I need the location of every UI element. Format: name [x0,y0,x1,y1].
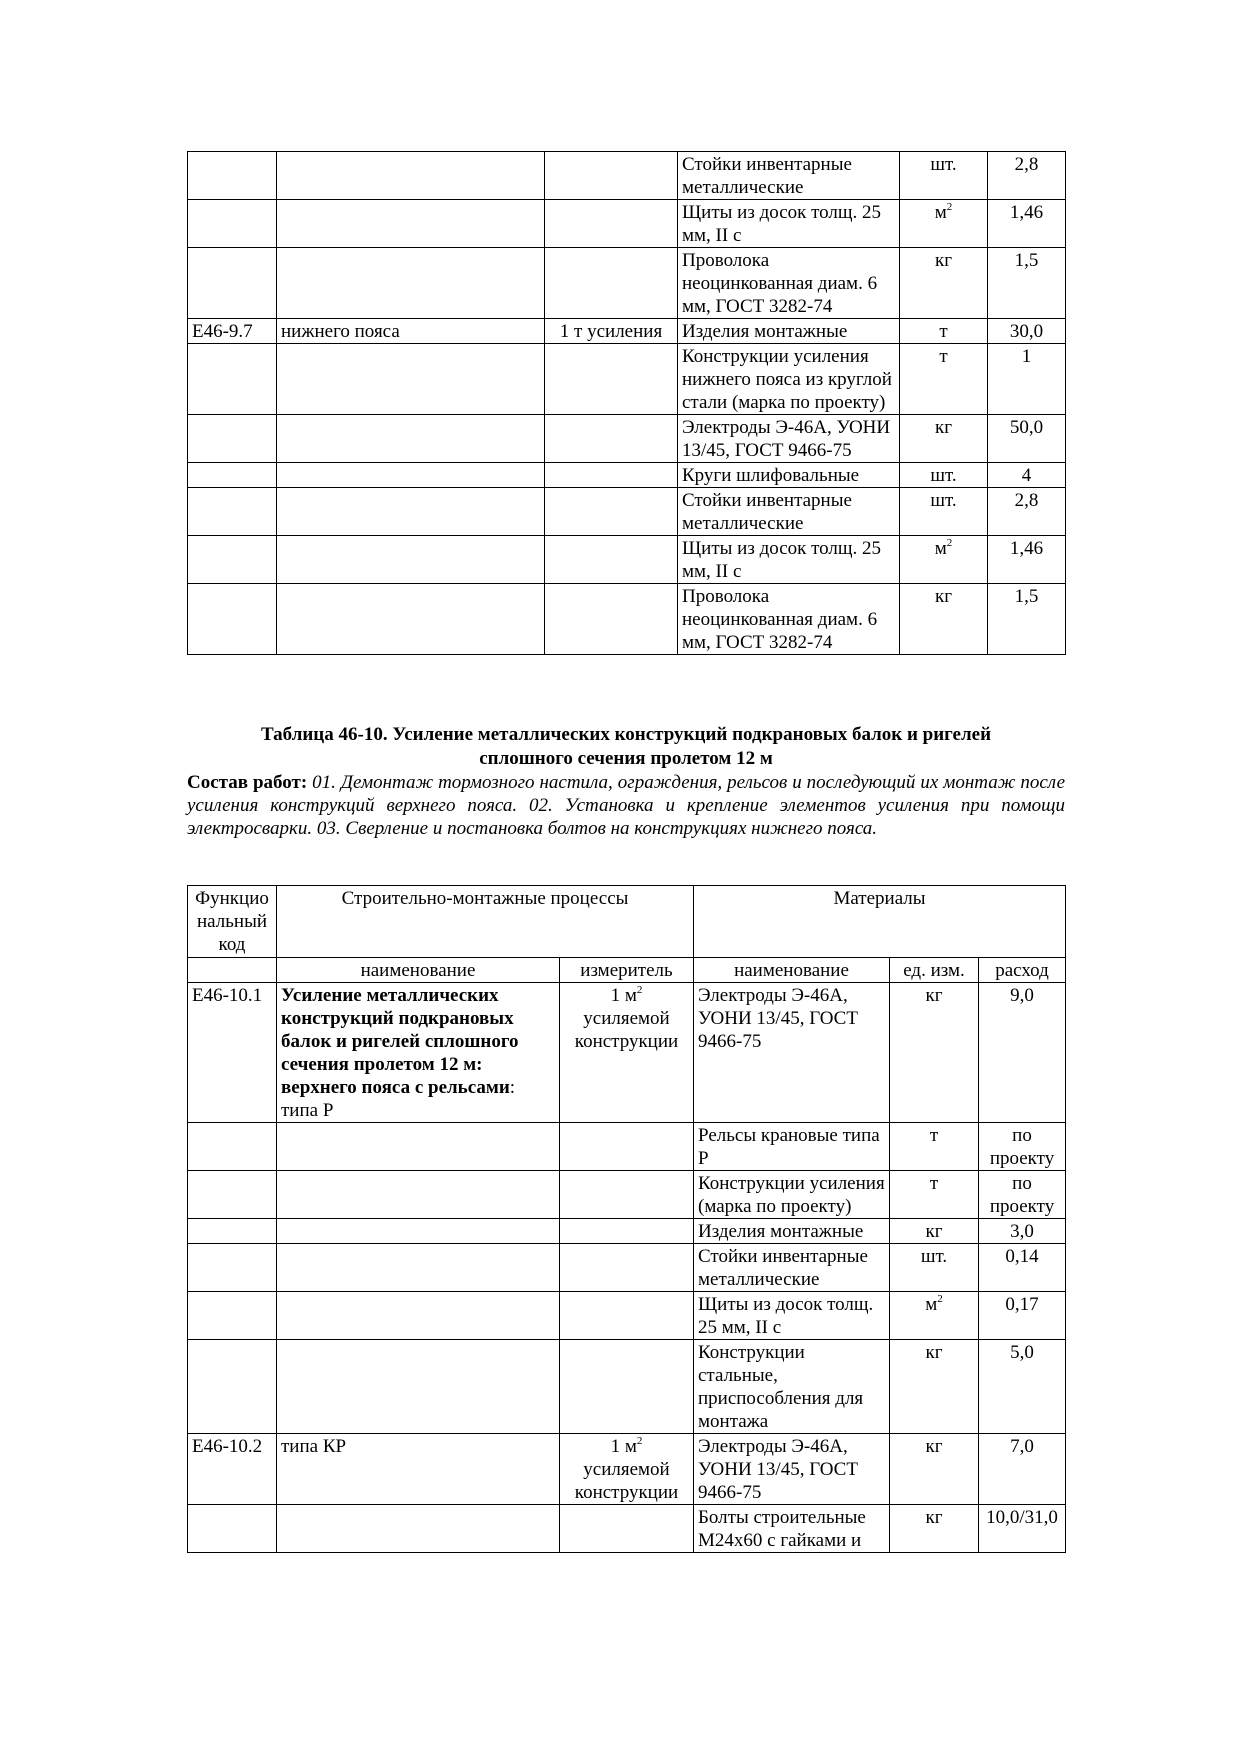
row-unit [890,1171,979,1219]
row-code [188,1340,277,1434]
row-name: типа КР [277,1434,560,1505]
unit-text: т [929,1173,939,1194]
row-measure [545,152,678,200]
header-material-name: наименование [694,958,890,983]
row-material: Стойки инвентарные металлические [678,152,900,200]
row-name [277,1219,560,1244]
row-amount: 2,8 [988,488,1066,536]
row-amount: 1,5 [988,248,1066,319]
table-row [188,1123,1066,1171]
row-unit [900,248,988,319]
row-code: Е46-10.2 [188,1434,277,1505]
table-row [188,1219,1066,1244]
composition-label: Состав работ: [187,772,308,793]
composition-text: 01. Демонтаж тормозного настила, ограждения, рельсов и последующий их монтаж после усиления конструкций верхнего пояса. 02. Установка и крепление элементов усиления при помощи электросварки. 03. Сверление и постановка болтов на конструкциях нижнего пояса. [187,772,1065,839]
row-amount: 9,0 [979,983,1066,1123]
row-code [188,536,277,584]
row-measure [560,1219,694,1244]
row-measure [545,200,678,248]
row-material: Электроды Э-46А, УОНИ 13/45, ГОСТ 9466-75 [694,1434,890,1505]
measure-sup: 2 [636,984,643,996]
unit-text: м [934,538,947,559]
row-code: Е46-10.1 [188,983,277,1123]
unit-sup: 2 [937,1293,943,1305]
row-unit: кг [890,983,979,1123]
row-code [188,248,277,319]
materials-table-continued [187,151,1066,655]
measure-sup: 2 [636,1435,643,1447]
table-row [188,152,1066,200]
row-unit: кг [890,1505,979,1553]
measure-text: усиляемой конструкции [574,1459,679,1503]
row-measure [560,1171,694,1219]
table-row [188,1171,1066,1219]
row-measure [545,488,678,536]
row-material: Щиты из досок толщ. 25 мм, II с [678,200,900,248]
header-row-1 [188,886,1066,958]
row-material: Стойки инвентарные металлические [678,488,900,536]
unit-text: т [939,346,948,367]
unit-text: кг [925,1342,943,1363]
unit-text: шт. [930,154,957,175]
row-name [277,200,545,248]
row-name [277,463,545,488]
row-material: Изделия монтажные [694,1219,890,1244]
row-amount: 1,46 [988,536,1066,584]
row-name [277,1505,560,1553]
row-unit [900,200,988,248]
row-name [277,344,545,415]
row-amount: 3,0 [979,1219,1066,1244]
unit-text: кг [934,586,953,607]
header-code: Функцио нальный код [188,886,277,958]
row-code [188,1505,277,1553]
row-material: Конструкции усиления нижнего пояса из круглой стали (марка по проекту) [678,344,900,415]
row-name [277,248,545,319]
row-measure [545,415,678,463]
row-measure [560,983,694,1123]
row-amount: 5,0 [979,1340,1066,1434]
row-material: Рельсы крановые типа Р [694,1123,890,1171]
row-material: Щиты из досок толщ. 25 мм, II с [678,536,900,584]
row-unit [900,463,988,488]
row-measure [560,1340,694,1434]
row-code [188,1171,277,1219]
measure-value: 1 м [610,1436,637,1457]
row-name: нижнего пояса [277,319,545,344]
row-amount: по проекту [979,1123,1066,1171]
row-name [277,415,545,463]
row-name [277,488,545,536]
unit-text: кг [934,417,953,438]
unit-sup: 2 [946,201,953,213]
table-row [188,248,1066,319]
unit-text: т [939,321,948,342]
row-amount: 7,0 [979,1434,1066,1505]
row-code [188,415,277,463]
header-row-2 [188,958,1066,983]
unit-text: шт. [930,490,957,511]
row-material: Конструкции усиления (марка по проекту) [694,1171,890,1219]
table-row [188,584,1066,655]
row-amount: 1,5 [988,584,1066,655]
row-measure [545,584,678,655]
row-measure [560,1123,694,1171]
row-measure [560,1434,694,1505]
row-code [188,1219,277,1244]
row-material: Электроды Э-46А, УОНИ 13/45, ГОСТ 9466-75 [678,415,900,463]
row-code [188,1292,277,1340]
row-measure [545,536,678,584]
row-unit [900,344,988,415]
row-material: Проволока неоцинкованная диам. 6 мм, ГОСТ 3282-74 [678,584,900,655]
row-name [277,536,545,584]
row-amount: 1 [988,344,1066,415]
row-name [277,1244,560,1292]
row-measure [545,344,678,415]
table-row [188,488,1066,536]
row-unit [900,584,988,655]
row-measure [560,1292,694,1340]
row-name [277,1171,560,1219]
row-code [188,488,277,536]
row-material: Электроды Э-46А, УОНИ 13/45, ГОСТ 9466-75 [694,983,890,1123]
row-name [277,983,560,1123]
unit-text: м [925,1294,938,1315]
row-code [188,1123,277,1171]
row-measure [545,248,678,319]
row-material: Проволока неоцинкованная диам. 6 мм, ГОСТ 3282-74 [678,248,900,319]
row-code: Е46-9.7 [188,319,277,344]
row-unit [900,415,988,463]
row-name [277,584,545,655]
unit-text: шт. [920,1246,948,1267]
table-row [188,415,1066,463]
row-name [277,152,545,200]
header-measure: измеритель [560,958,694,983]
table-46-10 [187,885,1066,1553]
row-unit [890,1340,979,1434]
caption-line-2: сплошного сечения пролетом 12 м [479,748,773,769]
unit-text: кг [925,1221,943,1242]
header-processes: Строительно-монтажные процессы [277,886,694,958]
row-unit [900,488,988,536]
measure-value: 1 м [610,985,637,1006]
row-material: Круги шлифовальные [678,463,900,488]
row-amount: 2,8 [988,152,1066,200]
table-row [188,983,1066,1123]
row-code [188,584,277,655]
row-code [188,152,277,200]
unit-text: т [929,1125,939,1146]
row-amount: 30,0 [988,319,1066,344]
row-code [188,1244,277,1292]
row-amount: 4 [988,463,1066,488]
row-material: Болты строительные М24х60 с гайками и [694,1505,890,1553]
caption-line-1: Таблица 46-10. Усиление металлических конструкций подкрановых балок и ригелей [260,724,992,745]
row-amount: 0,14 [979,1244,1066,1292]
work-composition [187,771,1065,840]
row-material: Стойки инвентарные металлические [694,1244,890,1292]
row-unit [900,152,988,200]
row-measure [560,1244,694,1292]
row-name [277,1340,560,1434]
row-unit [890,1123,979,1171]
table-row [188,1505,1066,1553]
row-unit [890,1244,979,1292]
header-unit: ед. изм. [890,958,979,983]
table-row [188,463,1066,488]
row-material: Щиты из досок толщ. 25 мм, II с [694,1292,890,1340]
row-measure [545,463,678,488]
table-row [188,1340,1066,1434]
row-code [188,344,277,415]
row-measure: 1 т усиления [545,319,678,344]
row-unit: кг [890,1434,979,1505]
header-materials: Материалы [694,886,1066,958]
row-name-rest: : типа Р [281,1077,516,1121]
unit-text: кг [934,250,953,271]
table-row [188,536,1066,584]
row-unit [890,1292,979,1340]
row-amount: 0,17 [979,1292,1066,1340]
measure-text: усиляемой конструкции [574,1008,679,1052]
row-unit [890,1219,979,1244]
header-empty [188,958,277,983]
row-amount: 10,0/31,0 [979,1505,1066,1553]
unit-text: шт. [930,465,957,486]
table-row [188,200,1066,248]
row-code [188,463,277,488]
row-amount: по проекту [979,1171,1066,1219]
row-material: Конструкции стальные, приспособления для монтажа [694,1340,890,1434]
row-name [277,1292,560,1340]
row-name-bold: Усиление металлических конструкций подкрановых балок и ригелей сплошного сечения пролетом 12 м: верхнего пояса с рельсами [281,985,519,1098]
row-amount: 50,0 [988,415,1066,463]
unit-sup: 2 [946,537,953,549]
header-name: наименование [277,958,560,983]
table-row [188,1434,1066,1505]
row-code [188,200,277,248]
table-caption [187,723,1065,771]
header-amount: расход [979,958,1066,983]
row-material: Изделия монтажные [678,319,900,344]
unit-text: м [934,202,947,223]
table-row [188,1244,1066,1292]
row-measure [560,1505,694,1553]
table-row [188,344,1066,415]
row-amount: 1,46 [988,200,1066,248]
row-name [277,1123,560,1171]
table-row [188,319,1066,344]
row-unit [900,536,988,584]
row-unit [900,319,988,344]
table-row [188,1292,1066,1340]
